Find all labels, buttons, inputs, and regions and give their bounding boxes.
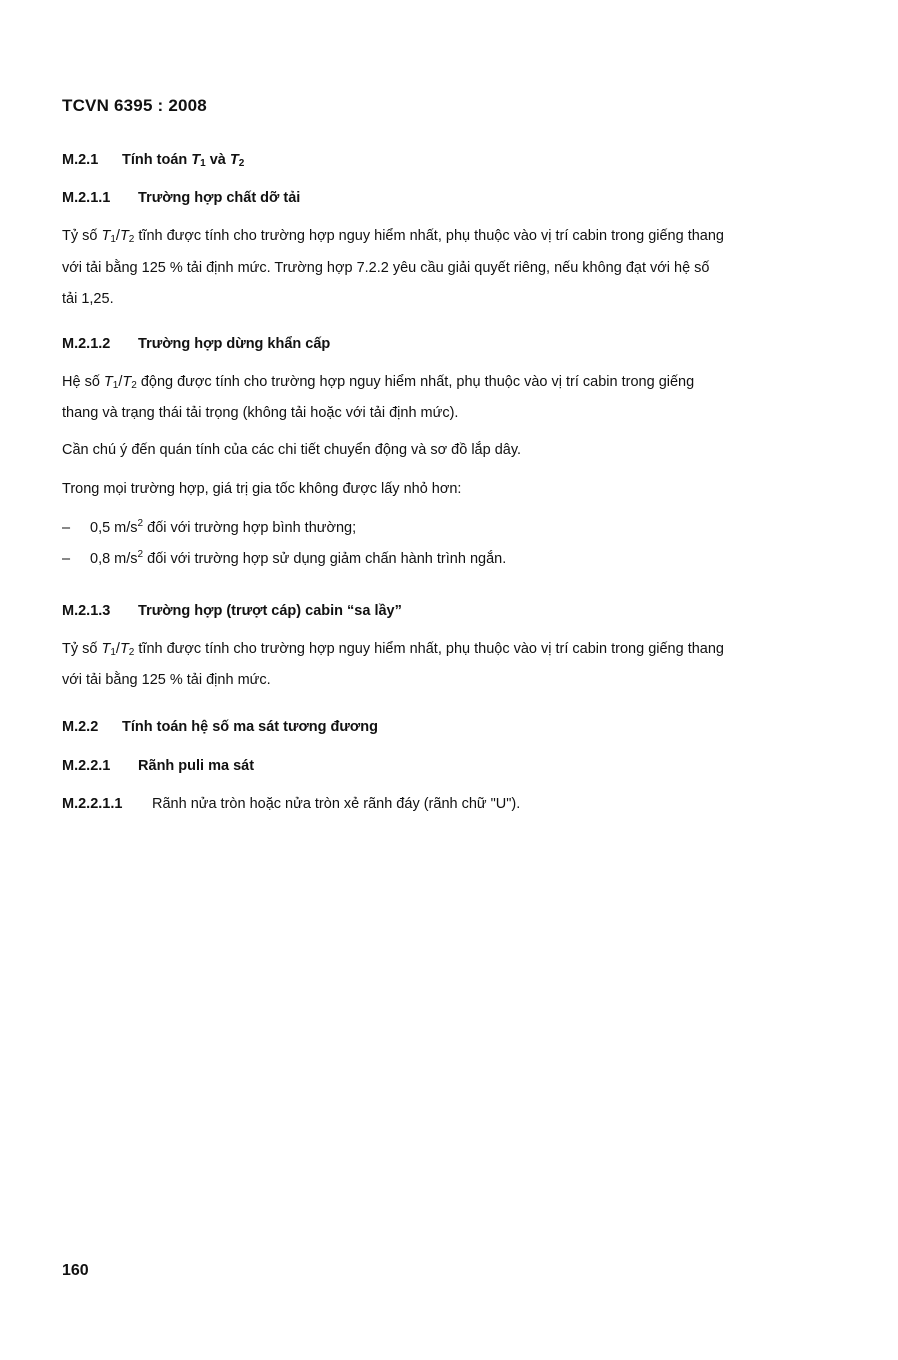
var-t2: T <box>122 374 132 390</box>
section-heading-m222 <box>62 719 378 735</box>
text-run: tĩnh được tính cho trường hợp nguy hiểm nhất, phụ thuộc vào vị trí cabin trong giếng thang <box>134 641 724 657</box>
var-t2: T <box>119 641 129 657</box>
sub-2: 2 <box>128 234 135 245</box>
list-item <box>62 549 506 567</box>
section-number: M.2.2 <box>62 719 99 735</box>
text-run: tĩnh được tính cho trường hợp nguy hiểm nhất, phụ thuộc vào vị trí cabin trong giếng thang <box>134 228 724 244</box>
text-run: động được tính cho trường hợp nguy hiểm nhất, phụ thuộc vào vị trí cabin trong giếng <box>136 374 695 390</box>
sub-1: 1 <box>112 380 119 391</box>
value: 0,8 m/s <box>90 551 138 567</box>
section-number: M.2.2.1 <box>62 758 111 774</box>
section-heading-m221 <box>62 152 244 169</box>
sub-2: 2 <box>238 158 245 169</box>
section-title-mid: và <box>205 152 230 168</box>
section-heading-m2221 <box>62 758 254 774</box>
paragraph-line: Trong mọi trường hợp, giá trị gia tốc không được lấy nhỏ hơn: <box>62 481 462 497</box>
var-t1: T <box>101 228 111 244</box>
paragraph-line: Cần chú ý đến quán tính của các chi tiết chuyển động và sơ đồ lắp dây. <box>62 442 522 458</box>
section-title-prefix: Tính toán <box>122 152 192 168</box>
var-t1: T <box>101 641 111 657</box>
slash: / <box>115 641 120 657</box>
section-heading-m2213 <box>62 603 402 619</box>
sub-2: 2 <box>131 380 137 391</box>
paragraph-line <box>62 374 694 391</box>
sub-1: 1 <box>110 647 116 658</box>
var-t2: T <box>119 228 129 244</box>
paragraph-line: thang và trạng thái tải trọng (không tải hoặc với tải định mức). <box>62 405 459 421</box>
text-run: Tỷ số <box>62 641 102 657</box>
paragraph-line: với tải bằng 125 % tải định mức. <box>62 672 271 688</box>
section-number: M.2.1.3 <box>62 603 111 619</box>
paragraph-line <box>62 641 724 658</box>
section-heading-m2211 <box>62 190 300 206</box>
page-number: 160 <box>62 1262 89 1279</box>
section-number: M.2.1.2 <box>62 336 111 352</box>
standard-code: TCVN 6395 : 2008 <box>62 96 207 115</box>
list-dash: – <box>62 551 71 567</box>
var-t2: T <box>229 152 239 168</box>
list-item <box>62 518 356 536</box>
text-run: Hệ số <box>62 374 104 390</box>
subclause-m22211 <box>62 796 520 812</box>
text-run: đối với trường hợp bình thường; <box>143 520 357 536</box>
var-t1: T <box>103 374 113 390</box>
sup: 2 <box>137 518 144 529</box>
subclause-text: Rãnh nửa tròn hoặc nửa tròn xẻ rãnh đáy (rãnh chữ "U"). <box>152 796 521 812</box>
section-heading-m2212 <box>62 336 330 352</box>
section-title: Trường hợp dừng khẩn cấp <box>138 336 331 352</box>
slash: / <box>115 228 120 244</box>
section-number: M.2.2.1.1 <box>62 796 123 812</box>
text-run: đối với trường hợp sử dụng giảm chấn hành trình ngắn. <box>143 551 507 567</box>
section-title: Trường hợp (trượt cáp) cabin “sa lầy” <box>138 603 402 619</box>
section-number: M.2.1 <box>62 152 99 168</box>
paragraph-line: tải 1,25. <box>62 291 114 307</box>
var-t1: T <box>191 152 201 168</box>
sub-1: 1 <box>110 234 116 245</box>
value: 0,5 m/s <box>90 520 138 536</box>
sup: 2 <box>137 549 144 560</box>
sub-1: 1 <box>200 158 206 169</box>
paragraph-line: với tải bằng 125 % tải định mức. Trường hợp 7.2.2 yêu cầu giải quyết riêng, nếu không đạt với hệ số <box>62 260 710 276</box>
list-dash: – <box>62 520 71 536</box>
text-run: Tỷ số <box>62 228 102 244</box>
section-title: Rãnh puli ma sát <box>138 758 255 774</box>
section-title: Trường hợp chất dỡ tải <box>138 190 301 206</box>
section-number: M.2.1.1 <box>62 190 111 206</box>
sub-2: 2 <box>128 647 135 658</box>
section-title: Tính toán hệ số ma sát tương đương <box>122 719 378 735</box>
slash: / <box>118 374 123 390</box>
paragraph-line <box>62 228 724 245</box>
